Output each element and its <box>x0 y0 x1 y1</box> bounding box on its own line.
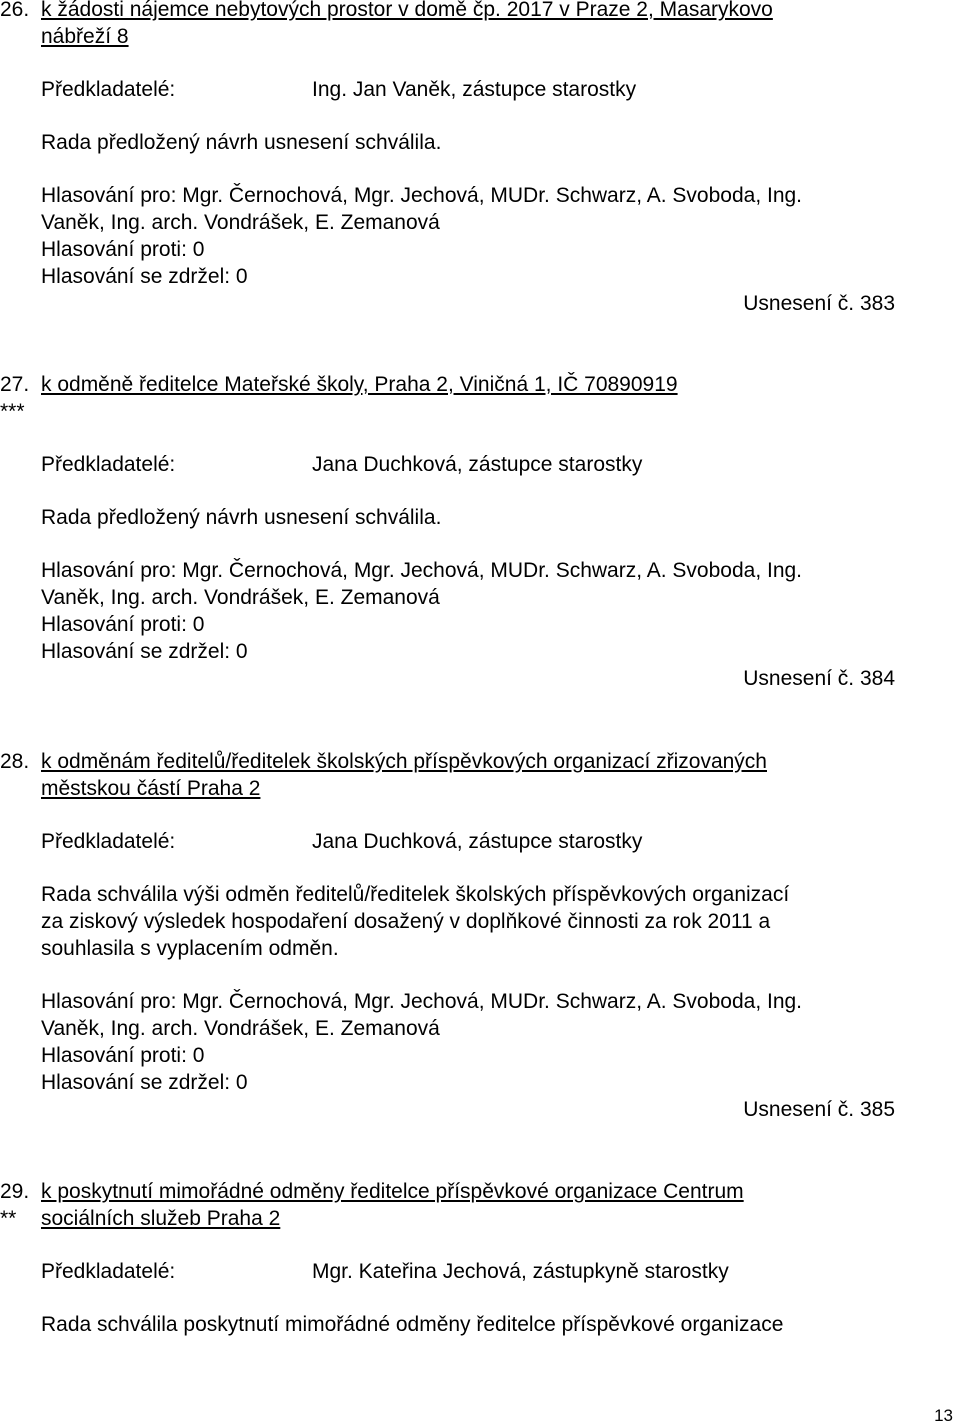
decision-text <box>41 1311 901 1338</box>
item-title <box>41 748 871 802</box>
decision-line: Rada předložený návrh usnesení schválila. <box>41 131 442 154</box>
vote-for <box>41 988 901 1042</box>
agenda-item-26 <box>0 0 960 317</box>
decision-line: Rada předložený návrh usnesení schválila. <box>41 506 442 529</box>
item-header <box>0 371 960 423</box>
item-stars: *** <box>0 400 25 423</box>
item-title-line: nábřeží 8 <box>41 25 129 48</box>
item-number: 29. <box>0 1180 30 1203</box>
vote-against: Hlasování proti: 0 <box>41 613 205 636</box>
vote-for-line: Hlasování pro: Mgr. Černochová, Mgr. Jechová, MUDr. Schwarz, A. Svoboda, Ing. <box>41 559 803 582</box>
vote-abstain: Hlasování se zdržel: 0 <box>41 1071 248 1094</box>
vote-abstain: Hlasování se zdržel: 0 <box>41 265 248 288</box>
presenters-label: Předkladatelé: <box>41 1260 176 1283</box>
decision-text <box>41 129 901 156</box>
presenters-row <box>41 1258 960 1285</box>
vote-against: Hlasování proti: 0 <box>41 1044 205 1067</box>
decision-line: Rada schválila poskytnutí mimořádné odměny ředitelce příspěvkové organizace <box>41 1313 784 1336</box>
vote-for-line: Hlasování pro: Mgr. Černochová, Mgr. Jechová, MUDr. Schwarz, A. Svoboda, Ing. <box>41 184 803 207</box>
item-title-line: městskou částí Praha 2 <box>41 777 261 800</box>
item-header <box>0 0 960 50</box>
presenters-value: Mgr. Kateřina Jechová, zástupkyně starostky <box>312 1260 729 1283</box>
vote-for-line: Vaněk, Ing. arch. Vondrášek, E. Zemanová <box>41 211 440 234</box>
vote-for-line: Hlasování pro: Mgr. Černochová, Mgr. Jechová, MUDr. Schwarz, A. Svoboda, Ing. <box>41 990 803 1013</box>
presenters-row <box>41 76 960 103</box>
vote-against: Hlasování proti: 0 <box>41 238 205 261</box>
item-title-line: k žádosti nájemce nebytových prostor v domě čp. 2017 v Praze 2, Masarykovo <box>41 0 773 21</box>
agenda-item-27 <box>0 371 960 692</box>
page-number: 13 <box>934 1406 953 1425</box>
presenters-value: Jana Duchková, zástupce starostky <box>312 830 643 853</box>
item-number: 28. <box>0 750 30 773</box>
presenters-row <box>41 451 960 478</box>
presenters-label: Předkladatelé: <box>41 830 176 853</box>
item-title-line: sociálních služeb Praha 2 <box>41 1207 281 1230</box>
agenda-item-28 <box>0 748 960 1123</box>
item-title-line: k odměně ředitelce Mateřské školy, Praha 2, Viničná 1, IČ 70890919 <box>41 373 678 396</box>
presenters-label: Předkladatelé: <box>41 78 176 101</box>
decision-text <box>41 881 901 962</box>
item-header <box>0 748 960 802</box>
decision-line: Rada schválila výši odměn ředitelů/ředitelek školských příspěvkových organizací <box>41 883 790 906</box>
vote-for <box>41 557 901 611</box>
item-title-line: k poskytnutí mimořádné odměny ředitelce příspěvkové organizace Centrum <box>41 1180 744 1203</box>
item-title <box>41 371 871 398</box>
vote-abstain: Hlasování se zdržel: 0 <box>41 640 248 663</box>
vote-for-line: Vaněk, Ing. arch. Vondrášek, E. Zemanová <box>41 586 440 609</box>
decision-line: za ziskový výsledek hospodaření dosažený v doplňkové činnosti za rok 2011 a <box>41 910 771 933</box>
item-title <box>41 0 871 50</box>
decision-text <box>41 504 901 531</box>
resolution-number: Usnesení č. 384 <box>743 667 895 690</box>
presenters-label: Předkladatelé: <box>41 453 176 476</box>
item-title <box>41 1178 871 1232</box>
decision-line: souhlasila s vyplacením odměn. <box>41 937 339 960</box>
item-stars: ** <box>0 1207 17 1230</box>
resolution-number: Usnesení č. 383 <box>743 292 895 315</box>
item-header <box>0 1178 960 1232</box>
agenda-item-29 <box>0 1178 960 1338</box>
presenters-row <box>41 828 960 855</box>
resolution-number: Usnesení č. 385 <box>743 1098 895 1121</box>
vote-for-line: Vaněk, Ing. arch. Vondrášek, E. Zemanová <box>41 1017 440 1040</box>
item-title-line: k odměnám ředitelů/ředitelek školských příspěvkových organizací zřizovaných <box>41 750 767 773</box>
item-number: 27. <box>0 373 30 396</box>
presenters-value: Ing. Jan Vaněk, zástupce starostky <box>312 78 637 101</box>
vote-for <box>41 182 901 236</box>
presenters-value: Jana Duchková, zástupce starostky <box>312 453 643 476</box>
item-number: 26. <box>0 0 30 21</box>
